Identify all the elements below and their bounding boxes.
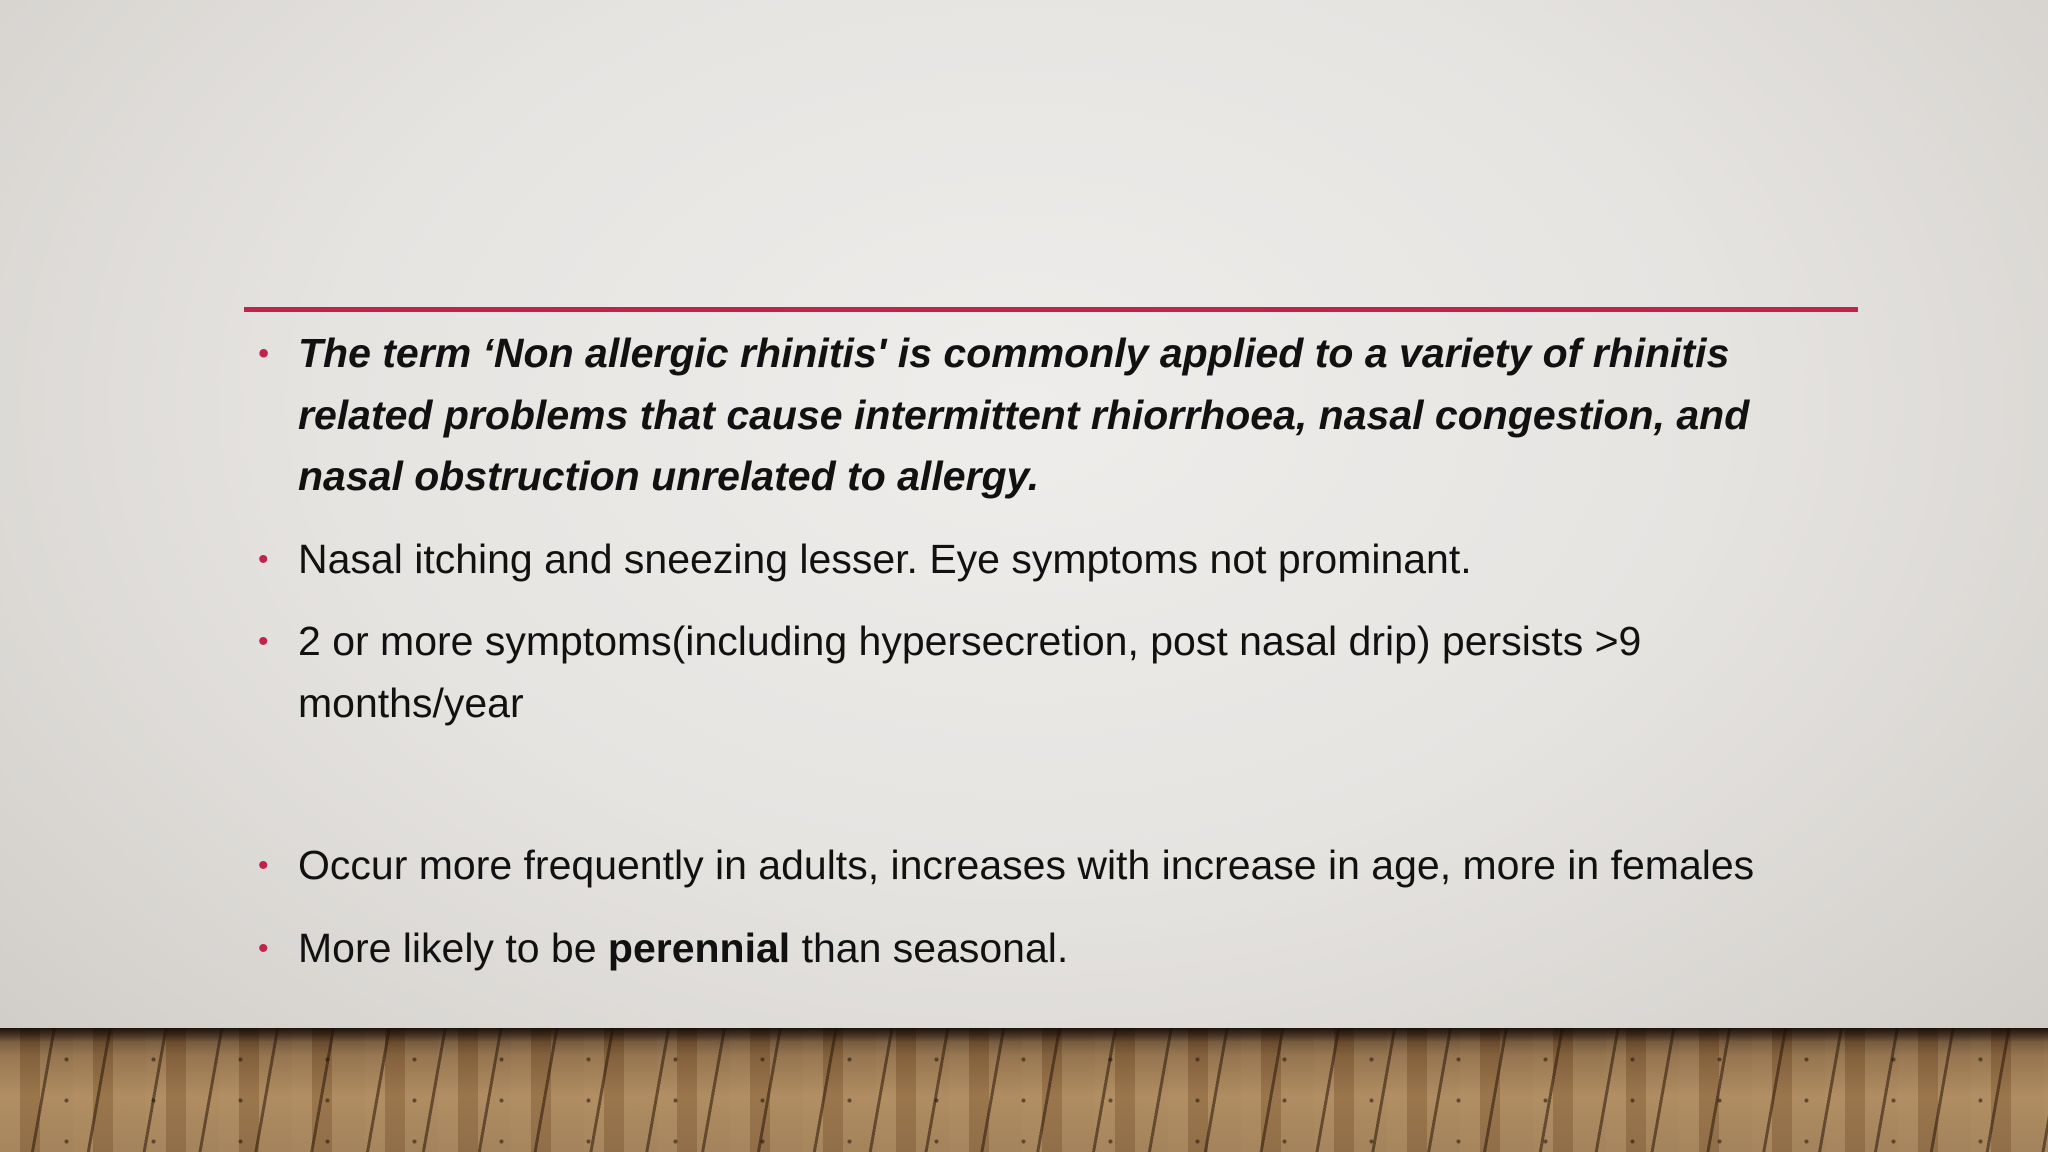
- bullet-text-emphasis: perennial: [607, 924, 791, 971]
- bullet-text: Nasal itching and sneezing lesser. Eye symptoms not prominant.: [298, 535, 1472, 582]
- title-accent-rule: [244, 307, 1858, 312]
- bullet-text-suffix: than seasonal.: [790, 924, 1069, 971]
- bullet-text: The term ‘Non allergic rhinitis' is commonly applied to a variety of rhinitis related problems that cause intermittent rhiorrhoea, nasal congestion, and nasal obstruction unrelated to allergy.: [298, 330, 1750, 499]
- bullet-dot-icon: •: [258, 849, 269, 882]
- floor-edge-shadow: [0, 1028, 2048, 1042]
- bullet-item: [258, 835, 1858, 897]
- bullet-item: [258, 611, 1858, 734]
- bullet-item: [258, 323, 1858, 508]
- wood-floor-background: [0, 1028, 2048, 1152]
- bullet-text-prefix: More likely to be: [298, 924, 608, 971]
- wood-knots-texture: [0, 1028, 2048, 1152]
- bullet-item: [258, 529, 1858, 591]
- bullet-dot-icon: •: [258, 931, 269, 965]
- bullet-dot-icon: •: [258, 542, 269, 576]
- bullet-text: Occur more frequently in adults, increases with increase in age, more in females: [298, 842, 1755, 888]
- bullet-dot-icon: •: [258, 337, 269, 370]
- bullet-dot-icon: •: [258, 625, 269, 658]
- bullet-item: [258, 918, 1858, 980]
- bullet-list: [258, 323, 1858, 979]
- bullet-text: 2 or more symptoms(including hypersecretion, post nasal drip) persists >9 months/year: [298, 618, 1642, 726]
